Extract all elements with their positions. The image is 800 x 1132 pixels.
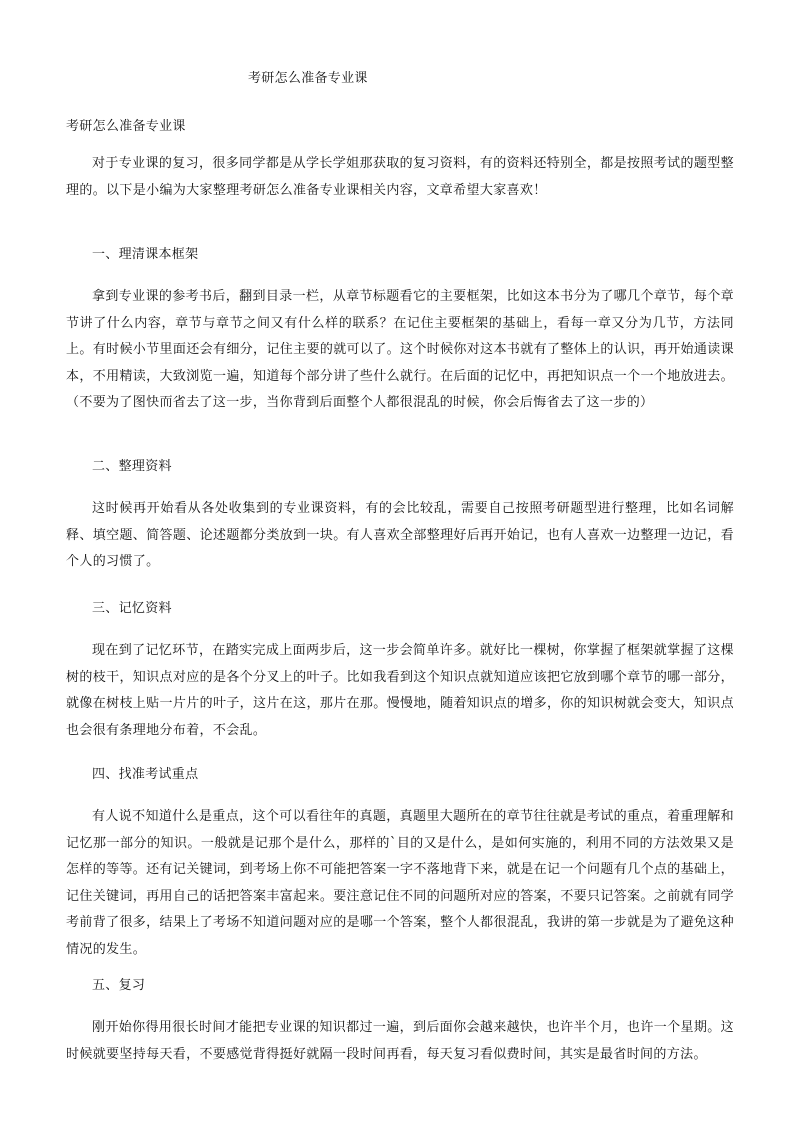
section-heading-4: 四、找准考试重点 (92, 767, 199, 782)
section-heading-1: 一、理清课本框架 (92, 247, 199, 262)
section-body-4: 有人说不知道什么是重点，这个可以看往年的真题，真题里大题所在的章节往往就是考试的重点，着重理解和记忆那一部分的知识。一般就是记那个是什么，那样的`目的又是什么，是如何实施的，利用不同的方法效果又是怎样的等等。还有记关键词，到考场上你不可能把答案一字不落地背下来，就是在记一个问题有几个点的基础上，记住关键词，再用自己的话把答案丰富起来。要注意记住不同的问题所对应的答案，不要只记答案。之前就有同学考前背了很多，结果上了考场不知道问题对应的是哪一个答案，整个人都很混乱，我讲的第一步就是为了避免这种情况的发生。 (66, 809, 734, 957)
document-title: 考研怎么准备专业课 (248, 71, 368, 86)
section-body-1: 拿到专业课的参考书后，翻到目录一栏，从章节标题看它的主要框架，比如这本书分为了哪几个章节，每个章节讲了什么内容，章节与章节之间又有什么样的联系？在记住主要框架的基础上，看每一章又分为几节，方法同上。有时候小节里面还会有细分，记住主要的就可以了。这个时候你对这本书就有了整体上的认识，再开始通读课本，不用精读，大致浏览一遍，知道每个部分讲了些什么就行。在后面的记忆中，再把知识点一个一个地放进去。（不要为了图快而省去了这一步，当你背到后面整个人都很混乱的时候，你会后悔省去了这一步的） (66, 289, 734, 410)
section-heading-5: 五、复习 (92, 978, 146, 993)
section-body-2: 这时候再开始看从各处收集到的专业课资料，有的会比较乱，需要自己按照考研题型进行整理，比如名词解释、填空题、简答题、论述题都分类放到一块。有人喜欢全部整理好后再开始记，也有人喜欢一边整理一边记，看个人的习惯了。 (66, 501, 734, 569)
section-body-3: 现在到了记忆环节，在踏实完成上面两步后，这一步会简单许多。就好比一棵树，你掌握了框架就掌握了这棵树的枝干，知识点对应的是各个分叉上的叶子。比如我看到这个知识点就知道应该把它放到哪个章节的哪一部分，就像在树枝上贴一片片的叶子，这片在这，那片在那。慢慢地，随着知识点的增多，你的知识树就会变大，知识点也会很有条理地分布着，不会乱。 (66, 643, 734, 738)
section-body-5: 刚开始你得用很长时间才能把专业课的知识都过一遍，到后面你会越来越快，也许半个月，也许一个星期。这时候就要坚持每天看，不要感觉背得挺好就隔一段时间再看，每天复习看似费时间，其实是最省时间的方法。 (66, 1020, 734, 1062)
intro-paragraph: 对于专业课的复习，很多同学都是从学长学姐那获取的复习资料，有的资料还特别全，都是按照考试的题型整理的。以下是小编为大家整理考研怎么准备专业课相关内容，文章希望大家喜欢！ (66, 156, 734, 198)
section-heading-2: 二、整理资料 (92, 459, 172, 474)
document-subtitle: 考研怎么准备专业课 (66, 119, 186, 134)
section-heading-3: 三、记忆资料 (92, 601, 172, 616)
